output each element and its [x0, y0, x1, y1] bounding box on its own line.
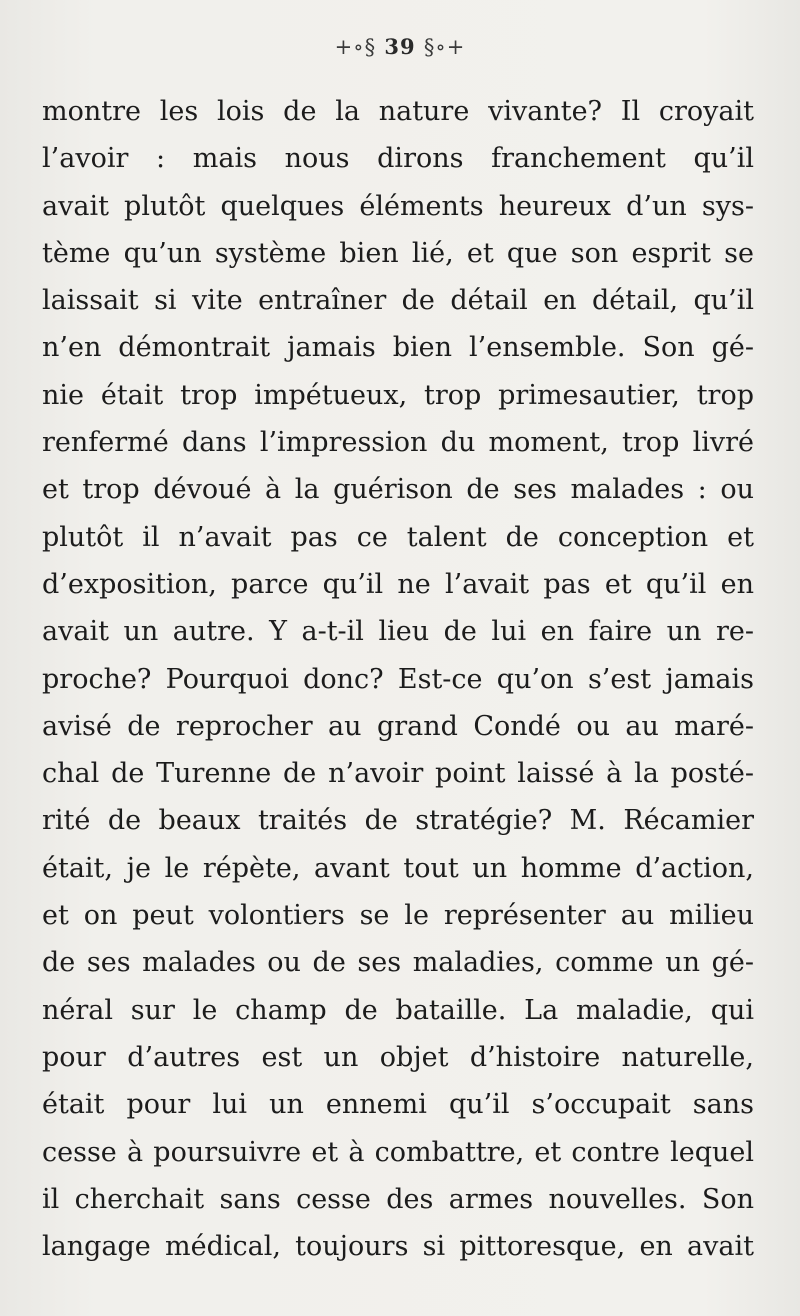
body-text — [42, 88, 754, 1270]
text-line: cesse à poursuivre et à combattre, et contre lequel — [42, 1136, 754, 1168]
text-line: proche? Pourquoi donc? Est-ce qu’on s’est jamais — [42, 663, 754, 695]
text-line: plutôt il n’avait pas ce talent de conception et — [42, 521, 754, 553]
text-line: avait plutôt quelques éléments heureux d’un sys- — [42, 190, 754, 222]
text-line: n’en démontrait jamais bien l’ensemble. Son gé- — [42, 332, 754, 364]
header-ornament-left: +∘§ — [334, 35, 377, 59]
text-line: renfermé dans l’impression du moment, trop livré — [42, 427, 754, 459]
page-number: 39 — [384, 34, 416, 59]
text-line: et on peut volontiers se le représenter au milieu — [42, 900, 754, 932]
header-ornament-right: §∘+ — [423, 35, 466, 59]
text-line: avait un autre. Y a-t-il lieu de lui en faire un re- — [42, 616, 754, 648]
text-line: néral sur le champ de bataille. La maladie, qui — [42, 994, 754, 1026]
text-line: chal de Turenne de n’avoir point laissé à la posté- — [42, 758, 754, 790]
text-line: langage médical, toujours si pittoresque, en avait — [42, 1231, 754, 1263]
text-line: et trop dévoué à la guérison de ses malades : ou — [42, 474, 754, 506]
text-line: l’avoir : mais nous dirons franchement qu’il — [42, 143, 754, 175]
text-line: était, je le répète, avant tout un homme d’action, — [42, 852, 754, 884]
text-line: pour d’autres est un objet d’histoire naturelle, — [42, 1041, 754, 1073]
text-line: de ses malades ou de ses maladies, comme un gé- — [42, 947, 754, 979]
text-line: nie était trop impétueux, trop primesautier, trop — [42, 379, 754, 411]
text-line: avisé de reprocher au grand Condé ou au maré- — [42, 710, 754, 742]
text-line: rité de beaux traités de stratégie? M. Récamier — [42, 805, 754, 837]
text-line: tème qu’un système bien lié, et que son esprit se — [42, 237, 754, 269]
page-header — [0, 34, 800, 59]
text-line: d’exposition, parce qu’il ne l’avait pas et qu’il en — [42, 568, 754, 600]
text-line: il cherchait sans cesse des armes nouvelles. Son — [42, 1183, 754, 1215]
text-line: montre les lois de la nature vivante? Il croyait — [42, 96, 754, 127]
text-line: laissait si vite entraîner de détail en détail, qu’il — [42, 285, 754, 317]
text-line: était pour lui un ennemi qu’il s’occupait sans — [42, 1089, 754, 1121]
